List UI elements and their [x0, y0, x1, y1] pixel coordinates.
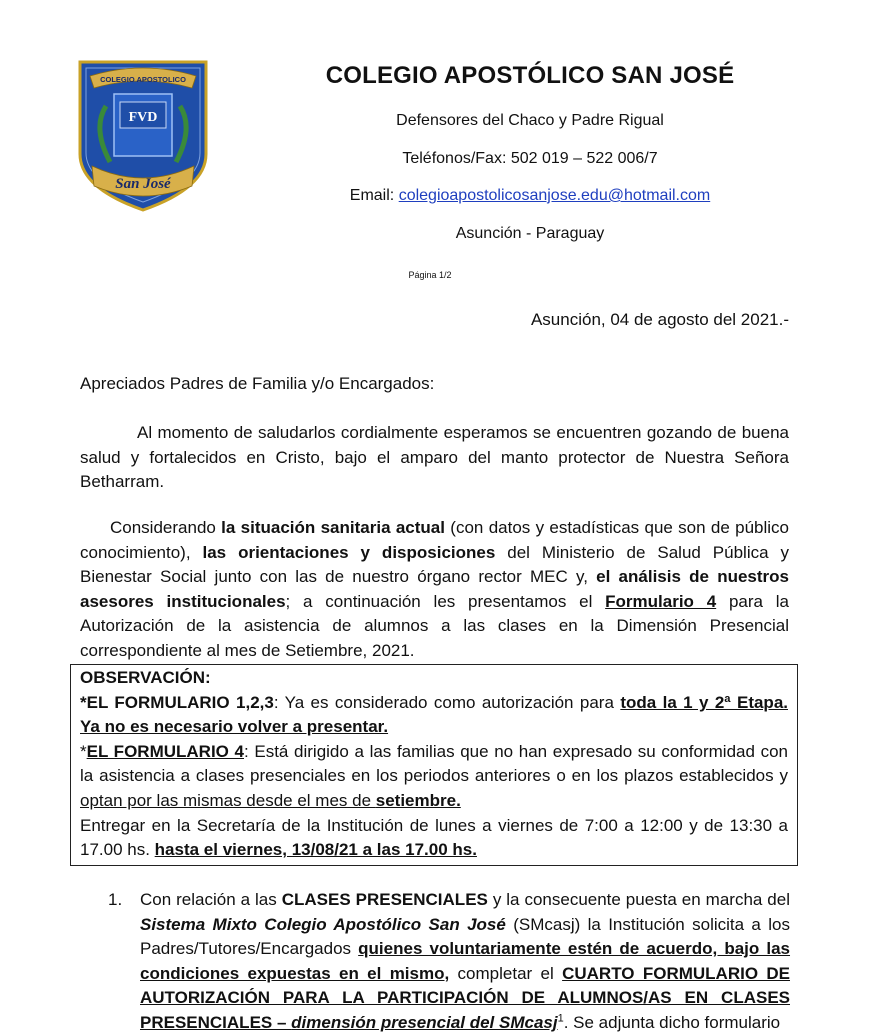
crest-top-text: COLEGIO APOSTOLICO — [100, 75, 186, 84]
crest-bottom-text: San José — [115, 176, 171, 192]
paragraph-considerations: Considerando la situación sanitaria actual (con datos y estadísticas que son de público conocimiento), las orientaciones y disposiciones del Ministerio de Salud Pública y Bienestar Social junto con las de nuestro órgano rector MEC y, el análisis de nuestros asesores institucionales; a continuación les presentamos el Formulario 4 para la Autorización de la asistencia de alumnos a las clases en la Dimensión Presencial correspondiente al mes de Setiembre, 2021. — [80, 518, 789, 660]
school-email-line — [230, 187, 830, 205]
school-address: Defensores del Chaco y Padre Rigual — [396, 112, 664, 129]
letter-greeting: Apreciados Padres de Familia y/o Encargados: — [80, 374, 435, 393]
observation-title: OBSERVACIÓN: — [80, 668, 211, 687]
observation-box — [70, 664, 798, 866]
letter-date: Asunción, 04 de agosto del 2021.- — [530, 310, 789, 329]
school-crest-logo — [76, 58, 210, 212]
paragraph-intro: Al momento de saludarlos cordialmente esperamos se encuentren gozando de buena salud y fortalecidos en Cristo, bajo el amparo del manto protector de Nuestra Señora Betharram. — [80, 423, 789, 492]
observation-delivery: Entregar en la Secretaría de la Institución de lunes a viernes de 7:00 a 12:00 y de 13:30 a 17.00 hs. hasta el viernes, 13/08/21 a las 17.00 hs. — [80, 815, 788, 860]
school-phone: Teléfonos/Fax: 502 019 – 522 006/7 — [402, 150, 658, 167]
observation-form-123: *EL FORMULARIO 1,2,3: Ya es considerado como autorización para toda la 1 y 2ª Etapa. Ya no es necesario volver a presentar. — [80, 692, 788, 737]
school-city: Asunción - Paraguay — [455, 225, 605, 242]
page-number: Página 1/2 — [408, 270, 452, 280]
email-link[interactable]: colegioapostolicosanjose.edu@hotmail.com — [398, 187, 711, 204]
school-name: COLEGIO APOSTÓLICO SAN JOSÉ — [325, 62, 735, 89]
crest-monogram: FVD — [128, 110, 158, 125]
list-number: 1. — [108, 890, 123, 909]
email-label: Email: — [349, 187, 399, 204]
observation-form-4: *EL FORMULARIO 4: Está dirigido a las familias que no han expresado su conformidad con la asistencia a clases presenciales en los periodos anteriores o en los plazos establecidos y optan por las mismas desde el mes de setiembre. — [80, 741, 788, 810]
list-item-text: Con relación a las CLASES PRESENCIALES y la consecuente puesta en marcha del Sistema Mixto Colegio Apostólico San José (SMcasj) la Institución solicita a los Padres/Tutores/Encargados quienes voluntariamente estén de acuerdo, bajo las condiciones expuestas en el mismo, completar el CUARTO FORMULARIO DE AUTORIZACIÓN PARA LA PARTICIPACIÓN DE ALUMNOS/AS EN CLASES PRESENCIALES – dimensión presencial del SMcasj$^1$. Se adjunta dicho formulario — [140, 890, 791, 1032]
